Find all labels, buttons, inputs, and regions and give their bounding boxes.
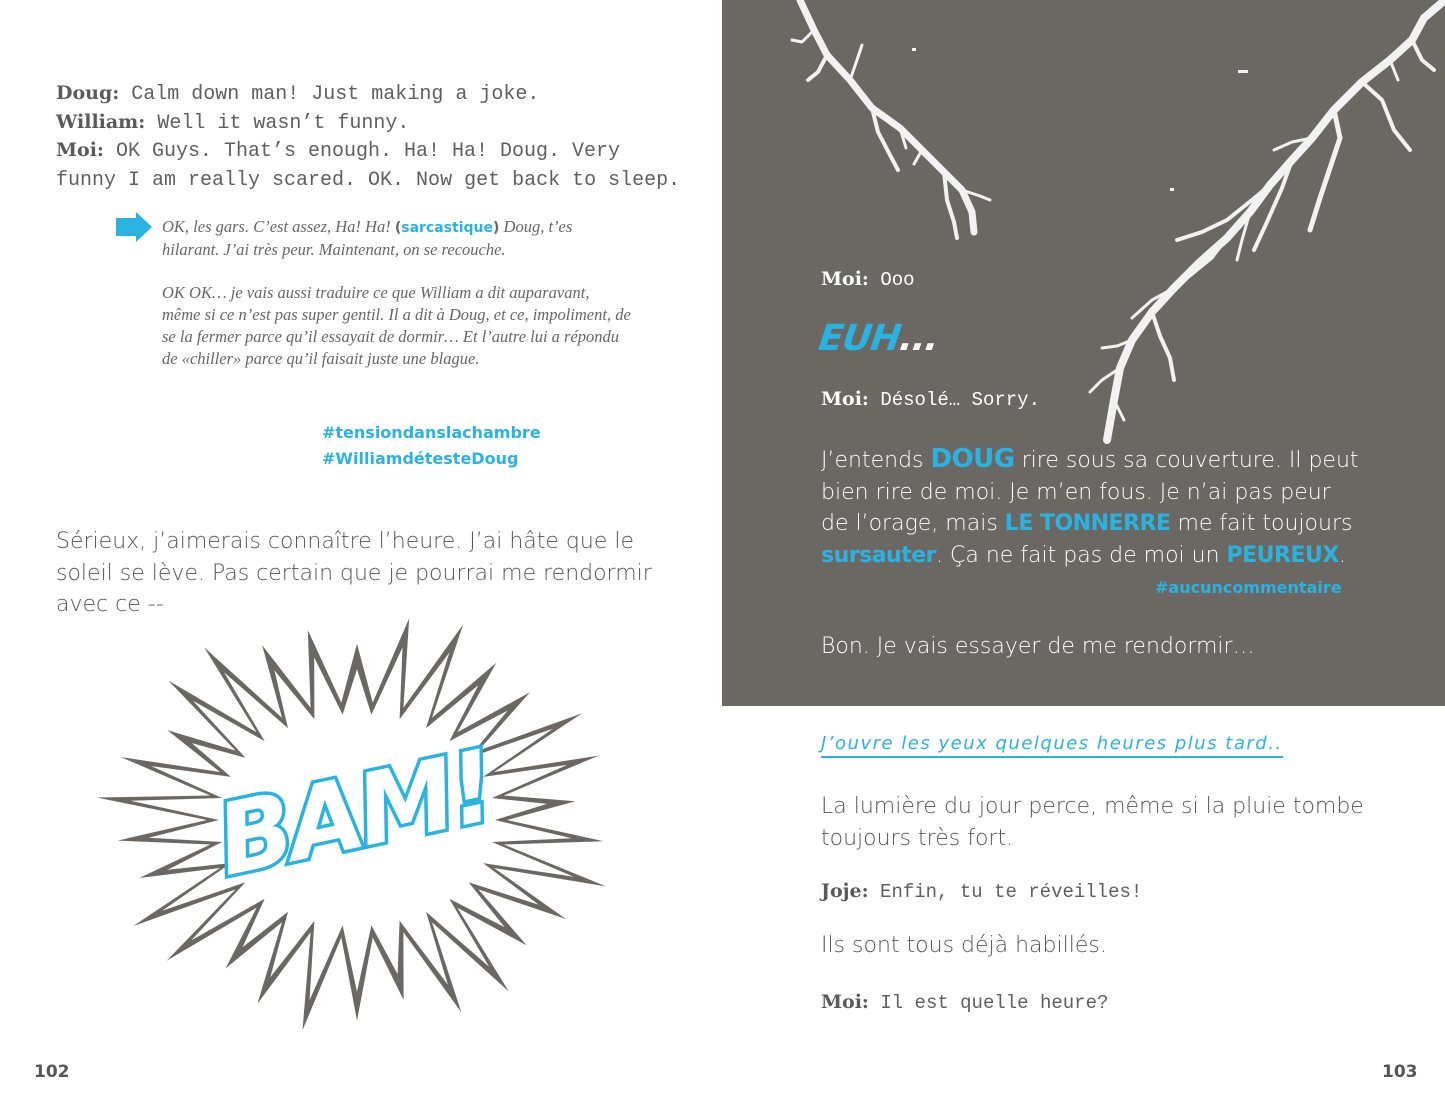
english-dialogue (56, 80, 681, 194)
keyword-peureux: PEUREUX (1226, 542, 1339, 568)
narration-line (821, 540, 1361, 572)
right-page (722, 0, 1445, 1095)
dialogue-line (821, 388, 1040, 411)
speaker-label: Moi: (56, 139, 104, 161)
narration-text: de l’orage, mais (821, 511, 1005, 536)
dialogue-line (56, 166, 681, 195)
translation-text: OK, les gars. C’est assez, Ha! Ha! (162, 217, 395, 236)
dialogue-text: Ooo (868, 269, 915, 291)
translation-paragraph: OK OK… je vais aussi traduire ce que William a dit auparavant, même si ce n’est pas super gentil. Il a dit à Doug, et ce, impoliment, de se la fermer parce qu’il essayait de dormir… Et l’autre lui a répondu de «chiller» parce qu’il faisait juste une blague. (162, 282, 631, 369)
dialogue-line (821, 880, 1142, 903)
euh-word: EUH (816, 318, 903, 359)
translation-paragraph (162, 216, 632, 262)
narration-line: Sérieux, j’aimerais connaître l’heure. J’ai hâte que le (56, 529, 634, 554)
paren-close: ) (493, 220, 500, 236)
narration-line: toujours très fort. (821, 825, 1014, 851)
narration-line (821, 508, 1361, 540)
left-page (0, 0, 722, 1095)
dialogue-line (56, 80, 616, 109)
narration-line: avec ce -- (56, 592, 164, 617)
speaker-label: Moi: (821, 991, 869, 1013)
euh-dots: ... (897, 318, 941, 359)
narration-text: J’entends (821, 448, 931, 473)
dialogue-text: Il est quelle heure? (868, 992, 1109, 1014)
dialogue-text: Enfin, tu te réveilles! (868, 881, 1143, 903)
storm-panel (722, 0, 1445, 706)
narration-line: La lumière du jour perce, même si la pluie tombe (821, 794, 1364, 819)
narration-line: Ils sont tous déjà habillés. (821, 933, 1107, 958)
narration-text: . (1338, 542, 1346, 568)
keyword-tonnerre: LE TONNERRE (1004, 511, 1171, 536)
speaker-label: Moi: (821, 388, 869, 410)
narration-text: rire sous sa couverture. Il peut (1014, 448, 1359, 473)
translation-note (162, 216, 632, 391)
sarcastic-highlight: sarcastique (401, 220, 493, 236)
right-arrow-icon (116, 212, 152, 242)
page-number: 103 (1382, 1062, 1418, 1082)
dialogue-line (56, 109, 616, 138)
keyword-doug: DOUG (930, 444, 1015, 474)
narration-line: Bon. Je vais essayer de me rendormir… (821, 634, 1255, 659)
narration-line: soleil se lève. Pas certain que je pourrai me rendormir (56, 560, 652, 586)
hashtag: #aucuncommentaire (1155, 578, 1342, 597)
explosion-burst (92, 600, 622, 1040)
bam-sound-effect: BAM! (207, 729, 502, 899)
paren-open: ( (394, 220, 402, 236)
dialogue-line (821, 268, 915, 291)
storm-narration (821, 444, 1361, 571)
dialogue-line (56, 137, 621, 166)
narration (821, 791, 1381, 854)
speaker-label: William: (56, 110, 146, 133)
dialogue-line (821, 991, 1108, 1014)
dialogue-text: OK Guys. That’s enough. Ha! Ha! Doug. Very (103, 140, 621, 163)
page-number: 102 (34, 1062, 70, 1082)
dialogue-text: funny I am really scared. OK. Now get back to sleep. (56, 168, 681, 192)
speaker-label: Joje: (821, 880, 869, 902)
narration-text: me fait toujours (1170, 511, 1353, 536)
hashtag-list (322, 420, 541, 472)
speaker-label: Moi: (821, 268, 869, 290)
dialogue-text: Désolé… Sorry. (868, 389, 1040, 411)
narration-line (821, 444, 1361, 477)
speaker-label: Doug: (56, 82, 120, 104)
section-heading: J’ouvre les yeux quelques heures plus tard.. (821, 733, 1283, 758)
dialogue-text: Well it wasn’t funny. (145, 111, 410, 135)
hashtag: #tensiondanslachambre (322, 423, 541, 442)
euh-exclamation (816, 318, 941, 359)
narration-line: bien rire de moi. Je m’en fous. Je n’ai pas peur (821, 479, 1331, 505)
hashtag: #WilliamdétesteDoug (322, 449, 519, 468)
keyword-sursauter: sursauter (821, 542, 936, 568)
translation-text: Doug, t’es hilarant. J’ai très peur. Maintenant, on se recouche. (162, 217, 573, 260)
narration-text: . Ça ne fait pas de moi un (936, 542, 1227, 568)
dialogue-text: Calm down man! Just making a joke. (119, 83, 540, 106)
